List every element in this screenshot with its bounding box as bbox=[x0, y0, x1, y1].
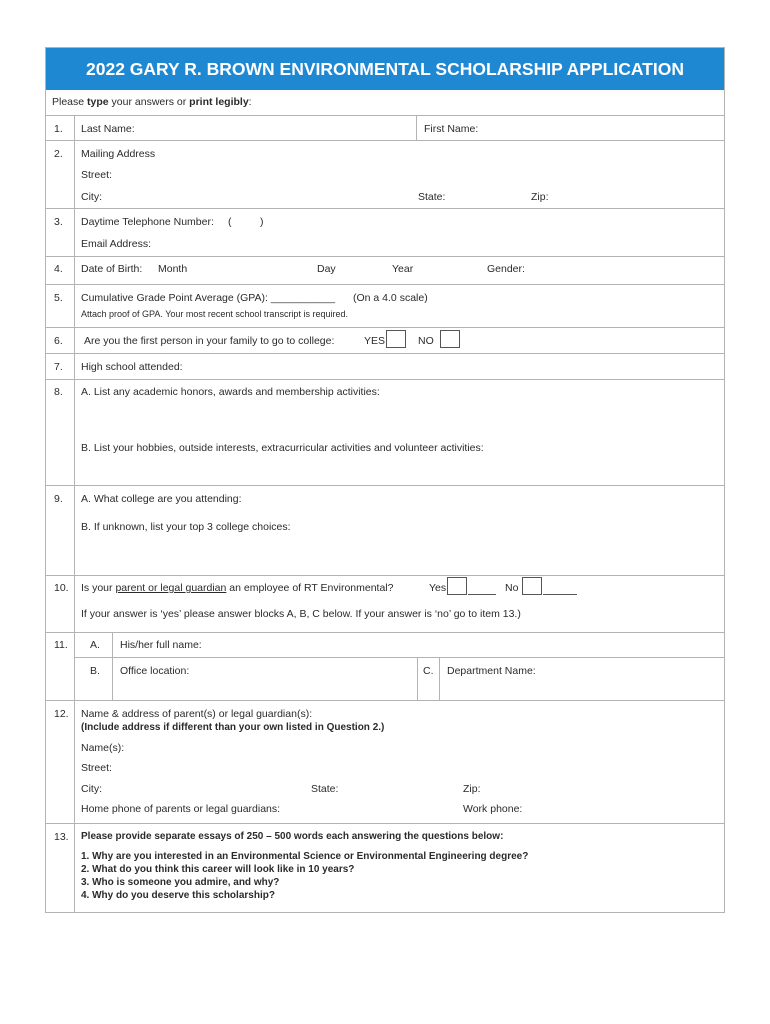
scholarship-application-form bbox=[45, 47, 725, 913]
item-number: 8. bbox=[54, 386, 63, 398]
zip-label: Zip: bbox=[463, 783, 481, 795]
gpa-scale-label: (On a 4.0 scale) bbox=[353, 292, 428, 304]
block-b-letter: B. bbox=[90, 665, 100, 677]
department-name-label: Department Name: bbox=[447, 665, 536, 677]
college-label: A. What college are you attending: bbox=[81, 493, 242, 505]
area-code-open: ( bbox=[228, 216, 232, 228]
essay-heading: Please provide separate essays of 250 – 500 words each answering the questions below: bbox=[81, 831, 504, 842]
item-number: 1. bbox=[54, 123, 63, 135]
divider bbox=[46, 632, 724, 633]
mailing-address-label: Mailing Address bbox=[81, 148, 156, 160]
divider bbox=[46, 327, 724, 328]
essay-question: 3. Who is someone you admire, and why? bbox=[81, 877, 280, 888]
gender-label: Gender: bbox=[487, 263, 525, 275]
dob-label: Date of Birth: bbox=[81, 263, 143, 275]
block-c-letter: C. bbox=[423, 665, 434, 677]
divider bbox=[74, 657, 724, 658]
divider bbox=[46, 485, 724, 486]
zip-label: Zip: bbox=[531, 191, 549, 203]
intro-text: Please type your answers or print legibly: bbox=[52, 96, 252, 108]
divider bbox=[46, 208, 724, 209]
item-number: 5. bbox=[54, 292, 63, 304]
year-label: Year bbox=[392, 263, 414, 275]
answer-line bbox=[468, 594, 496, 595]
honors-label: A. List any academic honors, awards and membership activities: bbox=[81, 386, 380, 398]
street-label: Street: bbox=[81, 762, 112, 774]
employee-question: Is your parent or legal guardian an employee of RT Environmental? bbox=[81, 582, 394, 594]
form-title: 2022 GARY R. BROWN ENVIRONMENTAL SCHOLARSHIP APPLICATION bbox=[46, 48, 724, 90]
guardian-address-label: Name & address of parent(s) or legal guardian(s): bbox=[81, 708, 313, 720]
block-a-letter: A. bbox=[90, 639, 100, 651]
essay-question: 4. Why do you deserve this scholarship? bbox=[81, 890, 275, 901]
home-phone-label: Home phone of parents or legal guardians: bbox=[81, 803, 281, 815]
employee-instructions: If your answer is ‘yes’ please answer blocks A, B, C below. If your answer is ‘no’ go to item 13.) bbox=[81, 608, 521, 620]
divider bbox=[46, 115, 724, 116]
divider bbox=[439, 657, 440, 700]
no-checkbox[interactable] bbox=[440, 330, 460, 348]
divider bbox=[46, 256, 724, 257]
telephone-label: Daytime Telephone Number: bbox=[81, 216, 214, 228]
hobbies-label: B. List your hobbies, outside interests, extracurricular activities and volunteer activities: bbox=[81, 442, 484, 454]
work-phone-label: Work phone: bbox=[463, 803, 523, 815]
gpa-note: Attach proof of GPA. Your most recent school transcript is required. bbox=[81, 309, 348, 319]
first-in-family-question: Are you the first person in your family to go to college: bbox=[84, 335, 335, 347]
item-number: 13. bbox=[54, 831, 69, 843]
divider bbox=[417, 657, 418, 700]
state-label: State: bbox=[418, 191, 446, 203]
email-label: Email Address: bbox=[81, 238, 152, 250]
college-choices-label: B. If unknown, list your top 3 college choices: bbox=[81, 521, 291, 533]
essay-question: 2. What do you think this career will look like in 10 years? bbox=[81, 864, 355, 875]
divider bbox=[46, 823, 724, 824]
guardian-address-note: (Include address if different than your own listed in Question 2.) bbox=[81, 722, 385, 733]
no-label: No bbox=[505, 582, 519, 594]
yes-label: Yes bbox=[429, 582, 447, 594]
no-checkbox[interactable] bbox=[522, 577, 542, 595]
yes-checkbox[interactable] bbox=[447, 577, 467, 595]
item-number: 2. bbox=[54, 148, 63, 160]
item-number: 10. bbox=[54, 582, 69, 594]
city-label: City: bbox=[81, 783, 102, 795]
item-number: 11. bbox=[54, 639, 68, 651]
yes-label: YES bbox=[364, 335, 386, 347]
last-name-label: Last Name: bbox=[81, 123, 135, 135]
item-number: 12. bbox=[54, 708, 69, 720]
office-location-label: Office location: bbox=[120, 665, 190, 677]
high-school-label: High school attended: bbox=[81, 361, 183, 373]
item-number: 7. bbox=[54, 361, 63, 373]
state-label: State: bbox=[311, 783, 339, 795]
day-label: Day bbox=[317, 263, 336, 275]
item-number: 6. bbox=[54, 335, 63, 347]
divider bbox=[46, 379, 724, 380]
divider bbox=[46, 140, 724, 141]
names-label: Name(s): bbox=[81, 742, 125, 754]
divider bbox=[46, 575, 724, 576]
item-number: 9. bbox=[54, 493, 63, 505]
essay-question: 1. Why are you interested in an Environmental Science or Environmental Engineering degree? bbox=[81, 851, 529, 862]
gpa-label: Cumulative Grade Point Average (GPA): ___________ bbox=[81, 292, 336, 304]
item-number: 3. bbox=[54, 216, 63, 228]
yes-checkbox[interactable] bbox=[386, 330, 406, 348]
answer-line bbox=[543, 594, 577, 595]
divider bbox=[416, 115, 417, 141]
city-label: City: bbox=[81, 191, 102, 203]
divider bbox=[46, 284, 724, 285]
street-label: Street: bbox=[81, 169, 112, 181]
divider bbox=[46, 700, 724, 701]
guardian-full-name-label: His/her full name: bbox=[120, 639, 202, 651]
item-number: 4. bbox=[54, 263, 63, 275]
month-label: Month bbox=[158, 263, 188, 275]
no-label: NO bbox=[418, 335, 434, 347]
divider bbox=[46, 353, 724, 354]
number-column-divider bbox=[74, 115, 75, 912]
first-name-label: First Name: bbox=[424, 123, 479, 135]
divider bbox=[112, 632, 113, 700]
area-code-close: ) bbox=[260, 216, 264, 228]
